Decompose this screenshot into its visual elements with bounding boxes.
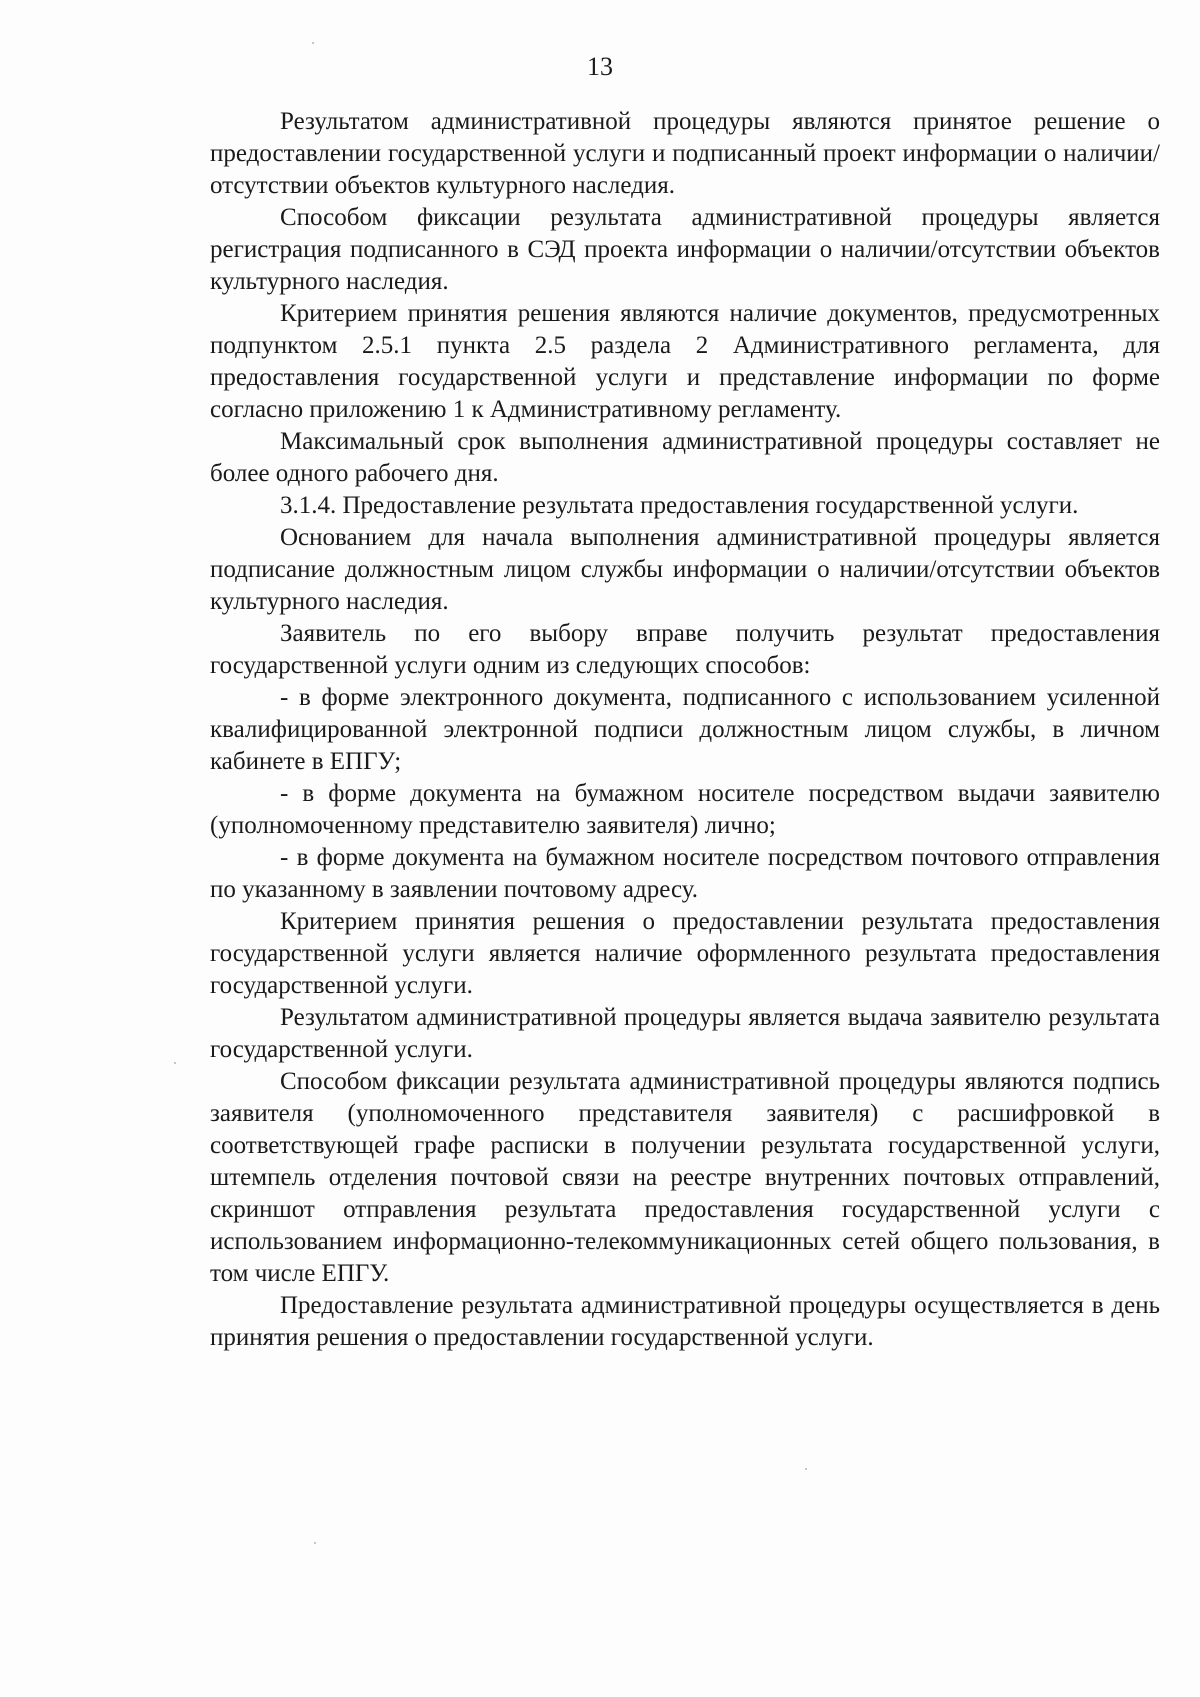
list-item: - в форме документа на бумажном носителе посредством почтового отправления по указанному в заявлении почтовому адресу. bbox=[210, 844, 1160, 903]
paragraph: Критерием принятия решения являются наличие документов, предусмотренных подпунктом 2.5.1 пункта 2.5 раздела 2 Административного регламента, для предоставления государственной услуги и представление информации по форме согласно приложению 1 к Административному регламенту. bbox=[210, 300, 1160, 423]
paragraph: Предоставление результата административной процедуры осуществляется в день принятия решения о предоставлении государственной услуги. bbox=[210, 1292, 1160, 1351]
section-heading: 3.1.4. Предоставление результата предоставления государственной услуги. bbox=[280, 492, 1079, 519]
scan-speck bbox=[805, 1468, 807, 1470]
scan-speck bbox=[312, 42, 314, 44]
paragraph: Основанием для начала выполнения административной процедуры является подписание должностным лицом службы информации о наличии/отсутствии объектов культурного наследия. bbox=[210, 524, 1160, 615]
page-number: 13 bbox=[587, 52, 613, 81]
list-item: - в форме электронного документа, подписанного с использованием усиленной квалифицированной электронной подписи должностным лицом службы, в личном кабинете в ЕПГУ; bbox=[210, 684, 1160, 775]
paragraph: Критерием принятия решения о предоставлении результата предоставления государственной услуги является наличие оформленного результата предоставления государственной услуги. bbox=[210, 908, 1160, 999]
paragraph: Способом фиксации результата административной процедуры являются подпись заявителя (уполномоченного представителя заявителя) с расшифровкой в соответствующей графе расписки в получении результата государственной услуги, штемпель отделения почтовой связи на реестре внутренних почтовых отправлений, скриншот отправления результата предоставления государственной услуги с использованием информационно-телекоммуникационных сетей общего пользования, в том числе ЕПГУ. bbox=[210, 1068, 1160, 1287]
list-item: - в форме документа на бумажном носителе посредством выдачи заявителю (уполномоченному представителю заявителя) лично; bbox=[210, 780, 1160, 839]
paragraph: Результатом административной процедуры являются принятое решение о предоставлении государственной услуги и подписанный проект информации о наличии/отсутствии объектов культурного наследия. bbox=[210, 108, 1160, 199]
paragraph: Заявитель по его выбору вправе получить результат предоставления государственной услуги одним из следующих способов: bbox=[210, 620, 1160, 679]
paragraph: Максимальный срок выполнения административной процедуры составляет не более одного рабочего дня. bbox=[210, 428, 1160, 487]
scan-speck bbox=[314, 1542, 316, 1544]
paragraph: Результатом административной процедуры является выдача заявителю результата государственной услуги. bbox=[210, 1004, 1160, 1063]
scan-speck bbox=[174, 1062, 176, 1064]
paragraph: Способом фиксации результата административной процедуры является регистрация подписанного в СЭД проекта информации о наличии/отсутствии объектов культурного наследия. bbox=[210, 204, 1160, 295]
document-body bbox=[210, 106, 1160, 1354]
